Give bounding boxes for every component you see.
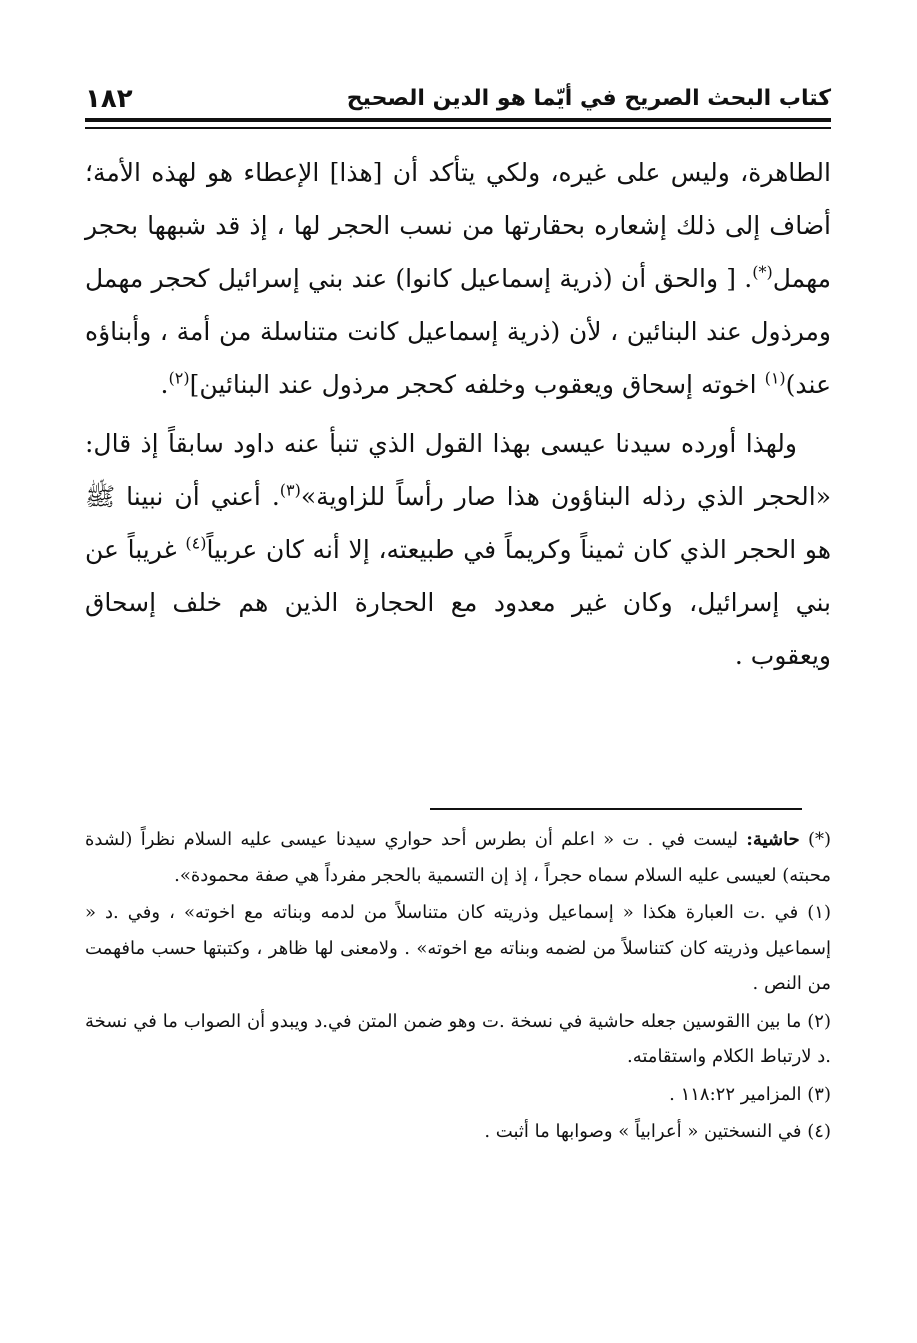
- main-text: [85, 146, 831, 682]
- page-number: ١٨٢: [85, 84, 133, 114]
- header-rule-thick: [85, 118, 831, 122]
- paragraph-1-part-a: الطاهرة، وليس على غيره، ولكي يتأكد أن [هذا] الإعطاء هو لهذه الأمة؛ أضاف إلى ذلك إشعاره بحقارتها من نسب الحجر لها ، إذ قد شبهها بحجر مهمل: [85, 158, 831, 293]
- footnote-marker-4: (٤): [185, 533, 207, 553]
- footnote-star: [85, 822, 831, 893]
- paragraph-2-part-b: . أعني أن نبينا ﷺ هو الحجر الذي كان ثميناً وكريماً في طبيعته، إلا أنه كان عربياً: [85, 482, 832, 564]
- footnote-marker-3: (٣): [279, 480, 301, 500]
- footnotes: [85, 822, 831, 1152]
- running-title: كتاب البحث الصريح في أيّما هو الدين الصحيح: [346, 86, 831, 111]
- footnote-3: (٣) المزامير ١١٨:٢٢ .: [669, 1083, 831, 1105]
- footnote-marker-star: (*): [752, 262, 773, 282]
- footnote-1: (١) في .ت العبارة هكذا « إسماعيل وذريته كان متناسلاً من لدمه وبناته مع اخوته» ، وفي .د « إسماعيل وذريته كان كتناسلاً من لضمه وبناته مع اخوته» . ولامعنى لها ظاهر ، وكتبتها حسب مافهمت من النص .: [85, 902, 831, 994]
- footnote-4: (٤) في النسختين « أعرابياً » وصوابها ما أثبت .: [484, 1121, 831, 1142]
- paragraph-1-part-b: . [ والحق أن (ذرية إسماعيل كانوا) عند بني إسرائيل كحجر مهمل ومرذول عند البنائين ، لأن (ذرية إسماعيل كانت متناسلة من أمة ، وأبناؤه عند): [85, 264, 831, 399]
- paragraph-2-part-a: ولهذا أورده سيدنا عيسى بهذا القول الذي تنبأ عنه داود سابقاً إذ قال: «الحجر الذي رذله البناؤون هذا صار رأساً للزاوية»: [85, 429, 831, 511]
- paragraph-1: [85, 146, 831, 411]
- footnote-marker-2: (٢): [168, 368, 190, 388]
- footnote-marker-1: (١): [764, 368, 786, 388]
- page-header: [85, 84, 831, 114]
- footnote-star-label: حاشية:: [746, 829, 800, 850]
- footnote-star-marker: (*): [807, 829, 831, 850]
- paragraph-2-part-c: غريباً عن بني إسرائيل، وكان غير معدود مع الحجارة الذين هم خلف إسحاق ويعقوب .: [85, 535, 831, 670]
- header-rule-thin: [85, 127, 831, 129]
- footnote-2: (٢) ما بين االقوسين جعله حاشية في نسخة .ت وهو ضمن المتن في.د ويبدو أن الصواب ما في نسخة .د لارتباط الكلام واستقامته.: [85, 1010, 831, 1067]
- footnote-separator: [430, 808, 802, 810]
- paragraph-1-part-c: اخوته إسحاق ويعقوب وخلفه كحجر مرذول عند البنائين]: [189, 370, 765, 399]
- paragraph-2: [85, 417, 831, 682]
- paragraph-1-part-d: .: [160, 370, 169, 399]
- footnote-star-text: ليست في . ت « اعلم أن بطرس أحد حواري سيدنا عيسى عليه السلام نظراً (لشدة محبته) لعيسى عليه السلام سماه حجراً ، إذ إن التسمية بالحجر مفرداً هي صفة محمودة».: [85, 829, 831, 886]
